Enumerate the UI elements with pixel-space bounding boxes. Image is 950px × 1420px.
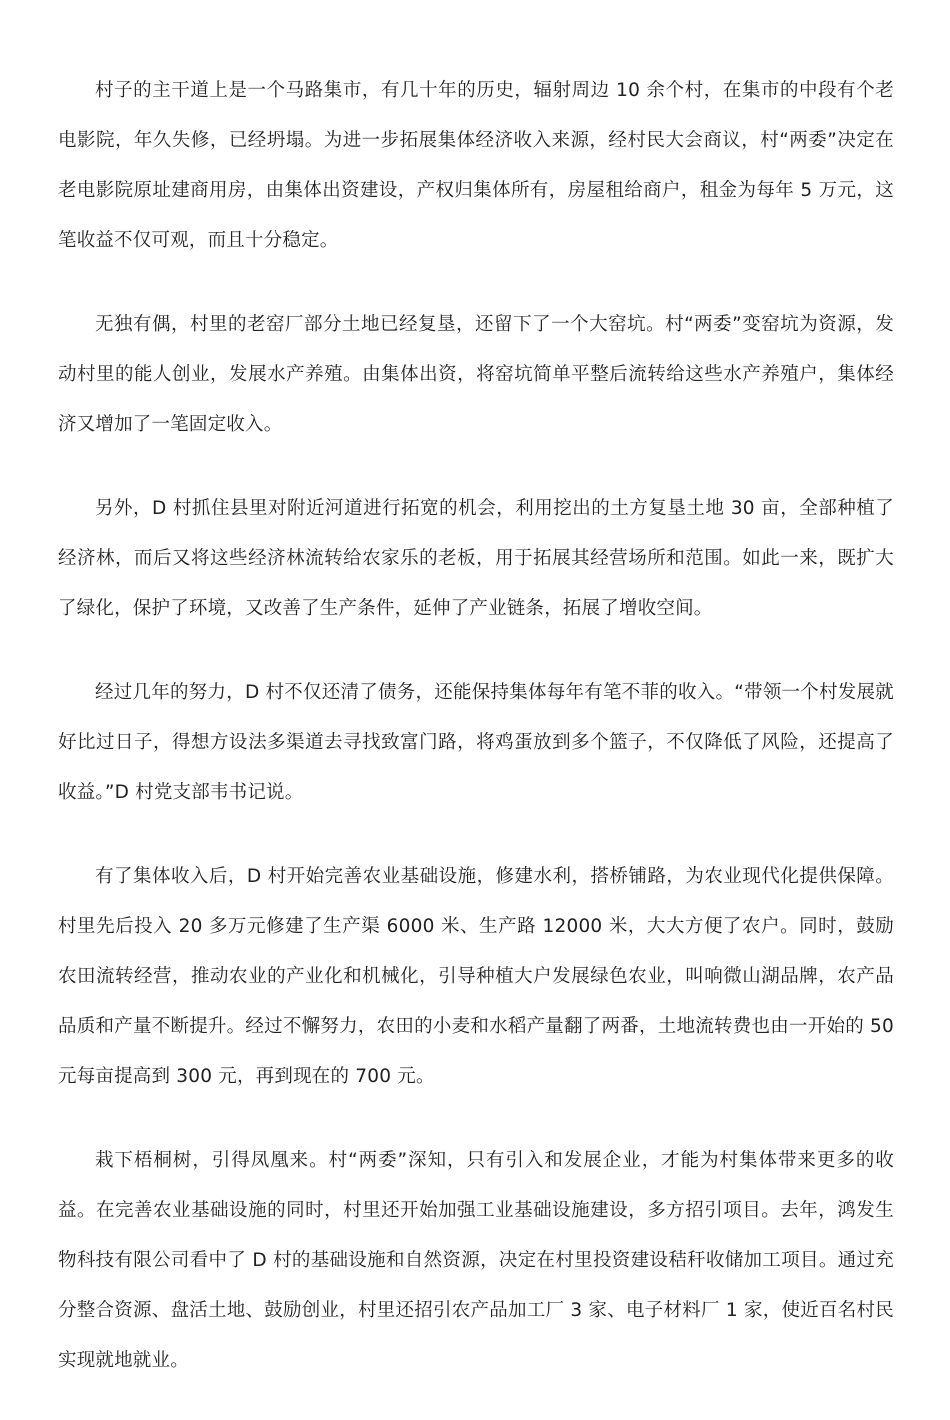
paragraph-4: 经过几年的努力，D 村不仅还清了债务，还能保持集体每年有笔不菲的收入。“带领一个村发展就好比过日子，得想方设法多渠道去寻找致富门路，将鸡蛋放到多个篮子，不仅降低了风险，还提高了收益。”D 村党支部韦书记说。 xyxy=(58,682,894,803)
paragraph-1: 村子的主干道上是一个马路集市，有几十年的历史，辐射周边 10 余个村，在集市的中段有个老电影院，年久失修，已经坍塌。为进一步拓展集体经济收入来源，经村民大会商议，村“两委”决定在老电影院原址建商用房，由集体出资建设，产权归集体所有，房屋租给商户，租金为每年 5 万元，这笔收益不仅可观，而且十分稳定。 xyxy=(58,80,894,251)
paragraph-6: 栽下梧桐树，引得凤凰来。村“两委”深知，只有引入和发展企业，才能为村集体带来更多的收益。在完善农业基础设施的同时，村里还开始加强工业基础设施建设，多方招引项目。去年，鸿发生物科技有限公司看中了 D 村的基础设施和自然资源，决定在村里投资建设秸秆收储加工项目。通过充分整合资源、盘活土地、鼓励创业，村里还招引农产品加工厂 3 家、电子材料厂 1 家，使近百名村民实现就地就业。 xyxy=(58,1150,894,1371)
paragraph-3: 另外，D 村抓住县里对附近河道进行拓宽的机会，利用挖出的土方复垦土地 30 亩，全部种植了经济林，而后又将这些经济林流转给农家乐的老板，用于拓展其经营场所和范围。如此一来，既扩大了绿化，保护了环境，又改善了生产条件，延伸了产业链条，拓展了增收空间。 xyxy=(58,498,894,619)
paragraph-2: 无独有偶，村里的老窑厂部分土地已经复垦，还留下了一个大窑坑。村“两委”变窑坑为资源，发动村里的能人创业，发展水产养殖。由集体出资，将窑坑简单平整后流转给这些水产养殖户，集体经济又增加了一笔固定收入。 xyxy=(58,314,894,435)
article-body xyxy=(58,66,894,1420)
paragraph-5: 有了集体收入后，D 村开始完善农业基础设施，修建水利，搭桥铺路，为农业现代化提供保障。村里先后投入 20 多万元修建了生产渠 6000 米、生产路 12000 米，大大方便了农户。同时，鼓励农田流转经营，推动农业的产业化和机械化，引导种植大户发展绿色农业，叫响微山湖品牌，农产品品质和产量不断提升。经过不懈努力，农田的小麦和水稻产量翻了两番，土地流转费也由一开始的 50 元每亩提高到 300 元，再到现在的 700 元。 xyxy=(58,866,894,1087)
